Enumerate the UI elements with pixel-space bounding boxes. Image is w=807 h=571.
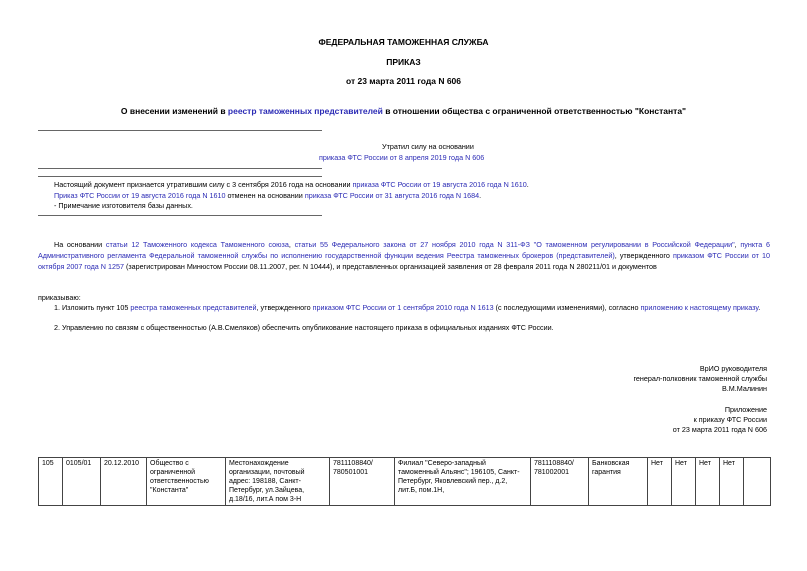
divider [38,168,322,169]
editor-note-line-2 [54,191,794,201]
editor-note-text: отменен на основании [225,191,305,200]
divider [38,215,322,216]
appendix-block [673,405,767,435]
table-cell-address: Местонахождение организации, почтовый адрес: 198188, Санкт-Петербург, ул.Зайцева, д.18/16, лит.А пом 3-Н [226,458,330,506]
signature-line: ВрИО руководителя [699,364,767,373]
editor-note-text: Настоящий документ признается утратившим силу с 3 сентября 2016 года на основании [54,180,353,189]
editor-note-link[interactable]: приказа ФТС России от 31 августа 2016 года N 1684 [304,191,480,200]
basis-text: , [734,240,741,249]
title-registry-link[interactable]: реестр таможенных представителей [227,106,383,116]
registry-table [38,457,771,506]
table-cell-branch-inn-kpp: 7811108840/ 781002001 [531,458,589,506]
void-note-text: Утратил силу на основании [382,142,474,151]
item-text: . [758,303,761,312]
basis-text: (зарегистрирован Минюстом России 08.11.2007, рег. N 10444), и представленных организацией заявления от 28 февраля 2011 года N 280211/01 и документов [123,262,657,271]
title-prefix: О внесении изменений в [120,106,228,116]
basis-text: , утвержденного [614,251,673,260]
table-cell-flag: Нет [696,458,720,506]
basis-text: , [288,240,295,249]
basis-link[interactable]: статьи 12 Таможенного кодекса Таможенного союза [105,240,289,249]
appendix-line: от 23 марта 2011 года N 606 [672,425,767,434]
item-link[interactable]: приказом ФТС России от 1 сентября 2010 года N 1613 [312,303,494,312]
item-text: , утвержденного [256,303,313,312]
table-cell-guarantee: Банковская гарантия [589,458,648,506]
editor-note-text: . [479,191,482,200]
agency-name: ФЕДЕРАЛЬНАЯ ТАМОЖЕННАЯ СЛУЖБА [318,37,489,47]
table-cell-organization: Общество с ограниченной ответственностью "Константа" [147,458,226,506]
divider [38,130,322,131]
table-cell-number: 105 [39,458,63,506]
item-link[interactable]: приложению к настоящему приказу [640,303,759,312]
void-note-link[interactable]: приказа ФТС России от 8 апреля 2019 года N 606 [319,153,485,162]
order-item-2: 2. Управлению по связям с общественностью (А.В.Смеляков) обеспечить опубликование настоящего приказа в официальных изданиях ФТС России. [54,323,554,332]
basis-link[interactable]: статьи 55 Федерального закона от 27 ноября 2010 года N 311-ФЗ "О таможенном регулировании в Российской Федерации" [294,240,735,249]
appendix-line: к приказу ФТС России [693,415,767,424]
page-title [0,106,807,116]
signature-block [633,364,767,394]
item-link[interactable]: реестра таможенных представителей [130,303,257,312]
basis-link[interactable]: приказом ФТС России от 10 октября 2007 года N 1257 [38,251,770,271]
table-cell-flag: Нет [672,458,696,506]
editor-note-line-3: - Примечание изготовителя базы данных. [54,201,193,210]
signature-line: В.М.Малинин [721,384,767,393]
basis-paragraph [38,239,770,272]
editor-note-text: . [526,180,529,189]
editor-note-link[interactable]: Приказ ФТС России от 19 августа 2016 года N 1610 [54,191,226,200]
document-type: ПРИКАЗ [386,57,421,67]
basis-link[interactable]: пункта 6 Административного регламента Федеральной таможенной службы по исполнению государственной функции ведения Реестра таможенных брокеров (представителей) [38,240,770,260]
table-cell-flag: Нет [648,458,672,506]
table-cell-date: 20.12.2010 [101,458,147,506]
table-row [39,458,771,506]
title-suffix: в отношении общества с ограниченной ответственностью "Константа" [382,106,687,116]
divider [38,176,322,177]
editor-note-line-1 [54,180,794,190]
item-text: 1. Изложить пункт 105 [54,303,131,312]
basis-text: На основании [54,240,106,249]
order-item-1 [54,302,794,313]
table-cell-flag: Нет [720,458,744,506]
table-cell-branch: Филиал "Северо-западный таможенный Альянс"; 196105, Санкт-Петербург, Яковлевский пер., д.2, лит.Б, пом.1Н, [395,458,531,506]
table-cell-reg-number: 0105/01 [63,458,101,506]
order-word: приказываю: [38,293,81,302]
table-cell-empty [744,458,771,506]
table-cell-inn-kpp: 7811108840/ 780501001 [330,458,395,506]
item-text: (с последующими изменениями), согласно [493,303,641,312]
editor-note-link[interactable]: приказа ФТС России от 19 августа 2016 года N 1610 [352,180,527,189]
document-date-number: от 23 марта 2011 года N 606 [345,76,462,86]
appendix-line: Приложение [724,405,767,414]
signature-line: генерал-полковник таможенной службы [633,374,767,383]
